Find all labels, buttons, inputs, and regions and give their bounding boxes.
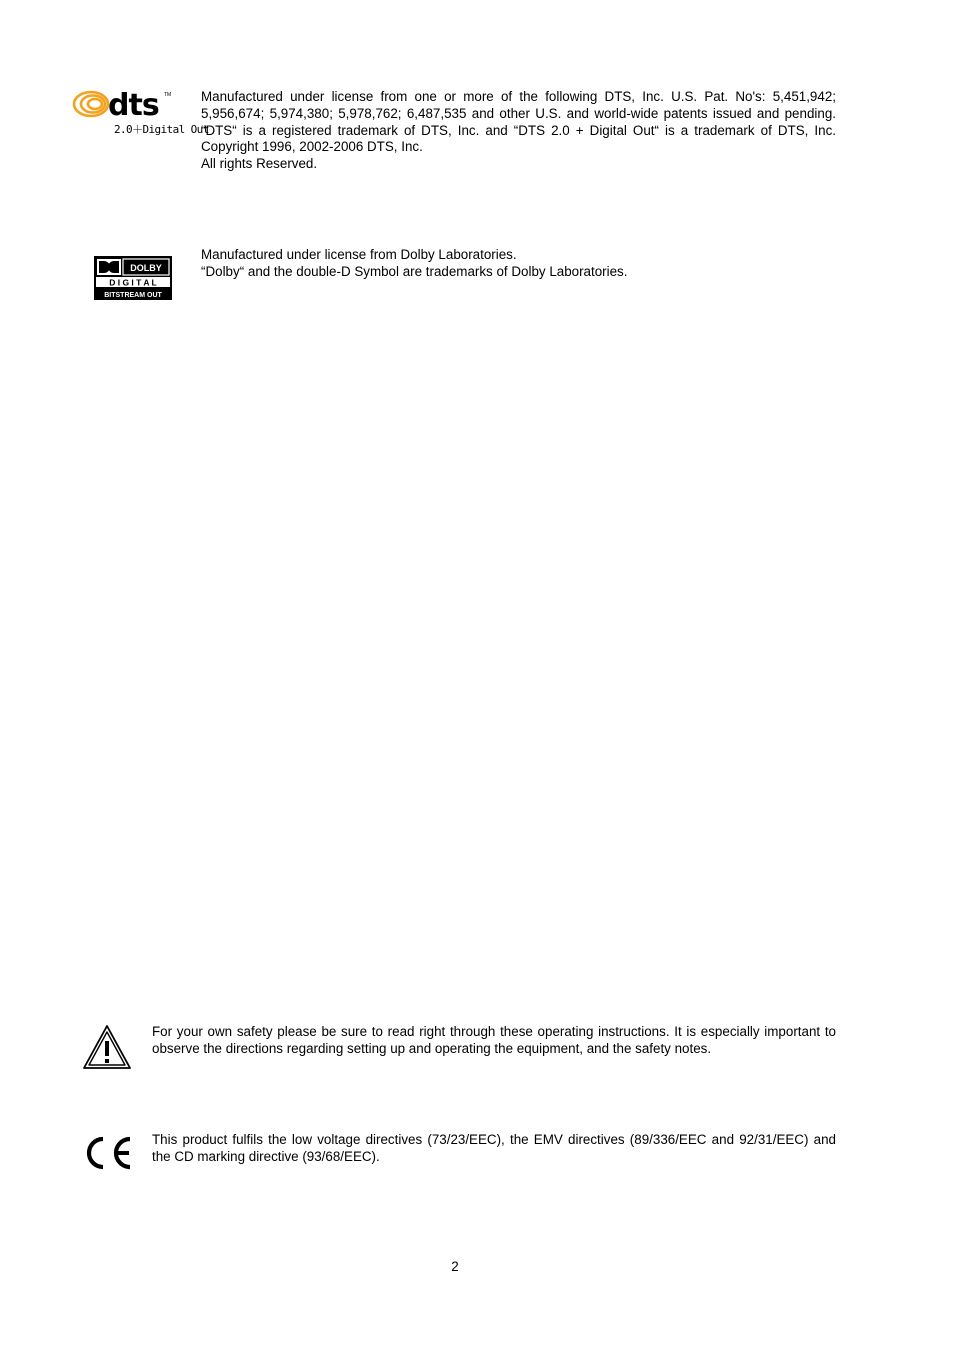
dolby-brand-text: DOLBY [130, 263, 162, 273]
dts-license-text [201, 89, 836, 173]
dolby-trademark-line: “Dolby“ and the double-D Symbol are trademarks of Dolby Laboratories. [201, 263, 628, 279]
dts-rights-text: All rights Reserved. [201, 156, 318, 172]
dts-brand-text: dts [108, 88, 159, 123]
dolby-license-text [201, 247, 836, 281]
dts-tm-text: TM [164, 92, 172, 98]
ce-compliance-text: This product fulfils the low voltage directives (73/23/EEC), the EMV directives (89/336/EEC and 92/31/EEC) and the CD marking directive (93/68/EEC). [152, 1132, 836, 1164]
ce-mark-icon [84, 1135, 134, 1171]
dolby-bitstream-text: BITSTREAM OUT [104, 292, 162, 299]
safety-note-text: For your own safety please be sure to read right through these operating instructions. It is especially important to observe the directions regarding setting up and operating the equipment, and the safety notes. [152, 1024, 836, 1056]
warning-triangle-icon [82, 1024, 132, 1070]
dts-license-paragraph: Manufactured under license from one or more of the following DTS, Inc. U.S. Pat. No's: 5,451,942; 5,956,674; 5,974,380; 5,978,762; 6,487,535 and other U.S. and world-wide patents issued and pending. “DTS“ is a registered trademark of DTS, Inc. and “DTS 2.0 + Digital Out“ is a trademark of DTS, Inc. Copyright 1996, 2002-2006 DTS, Inc. [201, 89, 836, 155]
dts-logo-icon [72, 88, 209, 136]
page-number: 2 [451, 1259, 459, 1274]
dts-sub-text: 2.0＋Digital Out [114, 123, 209, 136]
dolby-license-line: Manufactured under license from Dolby Laboratories. [201, 247, 517, 262]
dolby-digital-text: D I G I T A L [109, 277, 157, 288]
dolby-digital-logo-icon [94, 256, 172, 300]
